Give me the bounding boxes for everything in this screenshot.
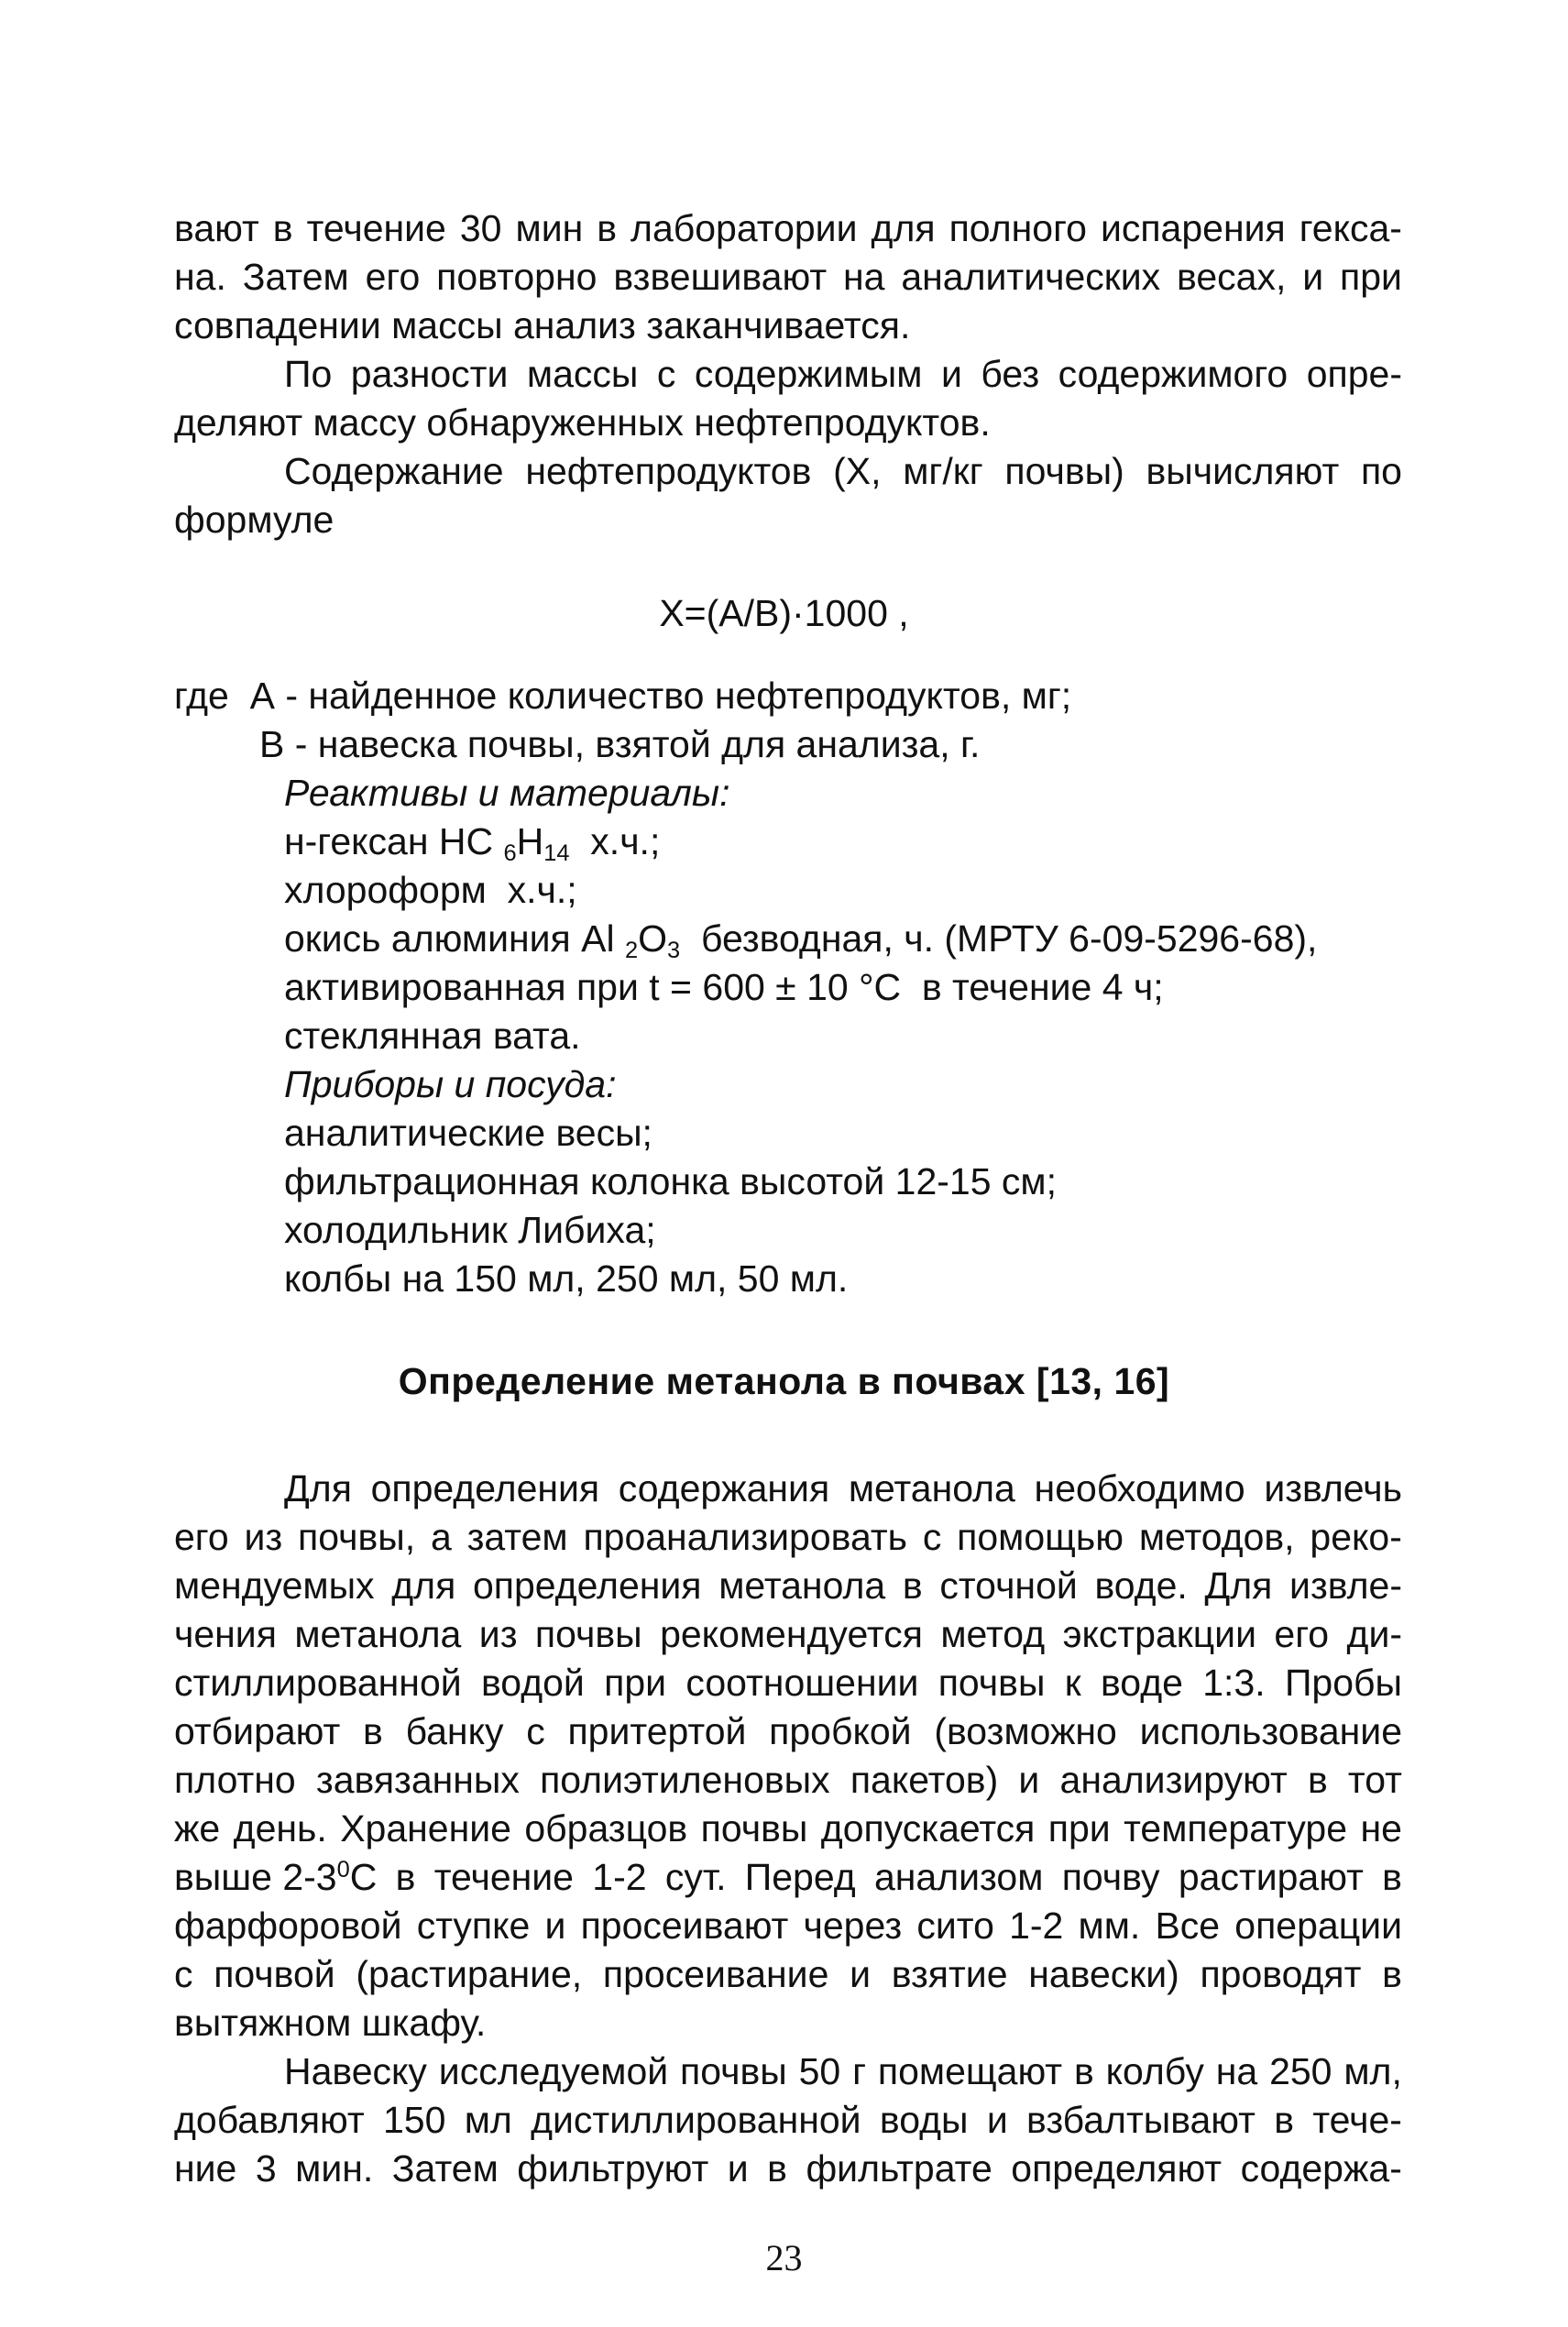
word: фильтруют [517,2147,709,2190]
word: Пробы [1284,1662,1402,1704]
text-line [174,1855,1402,1899]
text-line [174,1904,1402,1948]
formula: X=(A/B)·1000 , [659,592,909,634]
word: для [871,207,936,249]
word: почвы, [298,1516,416,1558]
word: операции [1234,1904,1402,1947]
section-heading: Определение метанола в почвах [13, 16] [398,1360,1170,1402]
word: 1-2 [1009,1904,1064,1947]
word: пробкой [769,1710,912,1752]
word: проанализировать [583,1516,907,1558]
word: его [174,1516,229,1558]
word: добавляют [174,2099,365,2141]
word: и [727,2147,749,2190]
word: метанола [294,1613,462,1655]
word: навески) [1028,1953,1179,1995]
word: завязанных [315,1759,520,1801]
word: в [395,1856,416,1898]
word: массы [526,353,639,395]
word: По [284,353,333,395]
word: рекомендуется [660,1613,923,1655]
word: анализом [873,1856,1044,1898]
word: почву [1061,1856,1160,1898]
word: реко- [1310,1516,1402,1558]
word: нефтепродуктов [525,450,812,492]
word: образцов [524,1807,688,1850]
word: и [1018,1759,1040,1801]
word: определения [370,1467,600,1509]
word: и [544,1904,566,1947]
word: определения [472,1564,702,1607]
word: повторно [436,256,598,298]
word: на [1215,2050,1258,2092]
device-item: холодильник Либиха; [284,1209,656,1251]
device-item: колбы на 150 мл, 250 мл, 50 мл. [284,1257,849,1300]
word: притертой [567,1710,747,1752]
word: не [1360,1807,1402,1850]
word: течение [433,1856,574,1898]
word: мл [464,2099,512,2141]
word: мл, [1343,2050,1402,2092]
word: экстракции [1062,1613,1256,1655]
text-line: формуле [174,499,334,541]
word: фильтрате [806,2147,992,2190]
word: почвы [700,1807,808,1850]
word: с [656,353,676,395]
word: течение [306,207,446,249]
text-line [174,1515,1402,1559]
word: на. [174,256,226,298]
text-line: вытяжном шкафу. [174,2002,487,2044]
word: допускается [820,1807,1036,1850]
word: проводят [1200,1953,1362,1995]
definition-a: где А - найденное количество нефтепродуктов, мг; [174,675,1072,717]
word: ступке [416,1904,531,1947]
word: без [981,353,1040,395]
word: стиллированной [174,1662,462,1704]
word: затем [466,1516,568,1558]
word: взбалтывают [1026,2099,1255,2141]
word: и [850,1953,871,1995]
reagent-chloroform: хлороформ х.ч.; [284,869,577,911]
word: 30 [459,207,502,249]
device-item: фильтрационная колонка высотой 12-15 см; [284,1160,1057,1202]
word: лаборатории [630,207,858,249]
word: вычисляют [1146,450,1340,492]
word: в [1307,1759,1328,1801]
word: день. [233,1807,327,1850]
text-line [174,206,1402,250]
word: извлечь [1264,1467,1402,1509]
word: на [843,256,885,298]
word: тот [1347,1759,1402,1801]
text-line [174,1806,1402,1850]
word: дистиллированной [531,2099,861,2141]
word: из [244,1516,283,1558]
text-line [174,2146,1402,2190]
word: водой [480,1662,585,1704]
word: г [852,2050,867,2092]
word: почвы [680,2050,787,2092]
word: использование [1139,1710,1402,1752]
word: мм. [1078,1904,1141,1947]
word: в [363,1710,383,1752]
word: 1-2 [592,1856,647,1898]
word: вают [174,207,259,249]
word: Содержание [284,450,504,492]
word: почвы [534,1613,642,1655]
word: при [1340,256,1402,298]
word: фарфоровой [174,1904,402,1947]
word: сут. [664,1856,727,1898]
text-line [284,449,1402,493]
word: мендуемых [174,1564,375,1607]
word: ние [174,2147,237,2190]
devices-title: Приборы и посуда: [284,1063,617,1105]
word: содержа- [1240,2147,1402,2190]
word: в [1382,1856,1402,1898]
page-number: 23 [765,2237,803,2278]
word: воды [879,2099,969,2141]
word: полного [948,207,1087,249]
word: почвы [938,1662,1046,1704]
word: метанола [718,1564,886,1607]
text-line [174,1709,1402,1753]
word: растирают [1178,1856,1364,1898]
word: же [174,1807,221,1850]
word: из [478,1613,518,1655]
word: в [767,2147,787,2190]
word: 1:3. [1202,1662,1266,1704]
word: его [1274,1613,1330,1655]
text-line: деляют массу обнаруженных нефтепродуктов. [174,401,991,444]
word: (X, [833,450,882,492]
word: Хранение [340,1807,511,1850]
word: к [1064,1662,1081,1704]
word: сточной [939,1564,1078,1607]
reagent-glasswool: стеклянная вата. [284,1015,581,1057]
device-item: аналитические весы; [284,1112,652,1154]
word: 150 [382,2099,446,2141]
word: просеивание [602,1953,829,1995]
word: в [902,1564,923,1607]
word: с [526,1710,545,1752]
word: в [1073,2050,1094,2092]
word: ди- [1346,1613,1402,1655]
reagent-alumina: окись алюминия Al $_2O_3$ безводная, ч. (МРТУ 6-09-5296-68), [284,917,1318,964]
word: гекса- [1299,207,1402,249]
word: при [1047,1807,1111,1850]
word: опре- [1306,353,1402,395]
word: (возможно [934,1710,1117,1752]
word: плотно [174,1759,296,1801]
word: просеивают [580,1904,789,1947]
text-line [174,2098,1402,2142]
word: для [391,1564,456,1607]
word: определяют [1011,2147,1223,2190]
word: через [803,1904,903,1947]
word: температуре [1124,1807,1348,1850]
reagent-activation: активированная при t = 600 ± 10 °С в течение 4 ч; [284,966,1164,1008]
text-line [284,1466,1402,1510]
word: при [604,1662,667,1704]
word: с [922,1516,942,1558]
word: мин [515,207,584,249]
word: почвы) [1004,450,1124,492]
word: банку [405,1710,504,1752]
word: помещают [877,2050,1063,2092]
word: аналитических [901,256,1161,298]
word: и [940,353,962,395]
word: Навеску [284,2050,427,2092]
word: методов, [1138,1516,1295,1558]
word: весах, [1177,256,1287,298]
word: Перед [744,1856,856,1898]
word: Все [1155,1904,1221,1947]
word: и [1302,256,1324,298]
text-line [174,1612,1402,1656]
word: взвешивают [613,256,828,298]
word: и [986,2099,1008,2141]
word: тече- [1312,2099,1402,2141]
word: почвой [214,1953,335,1995]
reagents-title: Реактивы и материалы: [284,772,730,814]
word: метод [940,1613,1046,1655]
text-line [284,352,1402,396]
word: взятие [891,1953,1008,1995]
word: (растирание, [356,1953,583,1995]
word: анализируют [1059,1759,1288,1801]
word: исследуемой [438,2050,669,2092]
word: с [174,1953,193,1995]
reagent-hexane: н-гексан НС $_6Н_{14}$ х.ч.; [284,820,661,867]
text-line [174,1758,1402,1802]
word: необходимо [1034,1467,1245,1509]
word: отбирают [174,1710,341,1752]
word: по [1360,450,1402,492]
word: извле- [1289,1564,1402,1607]
word: метанола [848,1467,1015,1509]
word: разности [350,353,509,395]
word: помощью [957,1516,1124,1558]
word: а [430,1516,452,1558]
text-line [284,2049,1402,2093]
word: соотношении [685,1662,919,1704]
text-line [174,1952,1402,1996]
word: испарения [1100,207,1286,249]
text-line [174,1564,1402,1608]
word: мин. [295,2147,374,2190]
word: Для [284,1467,352,1509]
word: полиэтиленовых [540,1759,830,1801]
word: в [1382,1953,1402,1995]
word: воде. [1094,1564,1188,1607]
word: содержимого [1058,353,1288,395]
word: воде [1100,1662,1183,1704]
word: мг/кг [903,450,983,492]
definition-b: В - навеска почвы, взятой для анализа, г. [259,723,981,765]
word: Затем [391,2147,499,2190]
word: пакетов) [850,1759,999,1801]
word: 250 [1269,2050,1332,2092]
word: содержания [618,1467,830,1509]
word: в [1274,2099,1295,2141]
word: Для [1204,1564,1273,1607]
word: сито [916,1904,994,1947]
word: выше $2-3^0С$ [174,1856,378,1898]
text-line [174,255,1402,299]
word: Затем [242,256,349,298]
word: чения [174,1613,277,1655]
text-line [174,1661,1402,1705]
word: содержимым [694,353,923,395]
word: 50 [798,2050,841,2092]
word: колбу [1105,2050,1204,2092]
word: его [365,256,421,298]
word: в [272,207,293,249]
word: 3 [255,2147,277,2190]
word: в [597,207,618,249]
text-line: совпадении массы анализ заканчивается. [174,304,911,346]
